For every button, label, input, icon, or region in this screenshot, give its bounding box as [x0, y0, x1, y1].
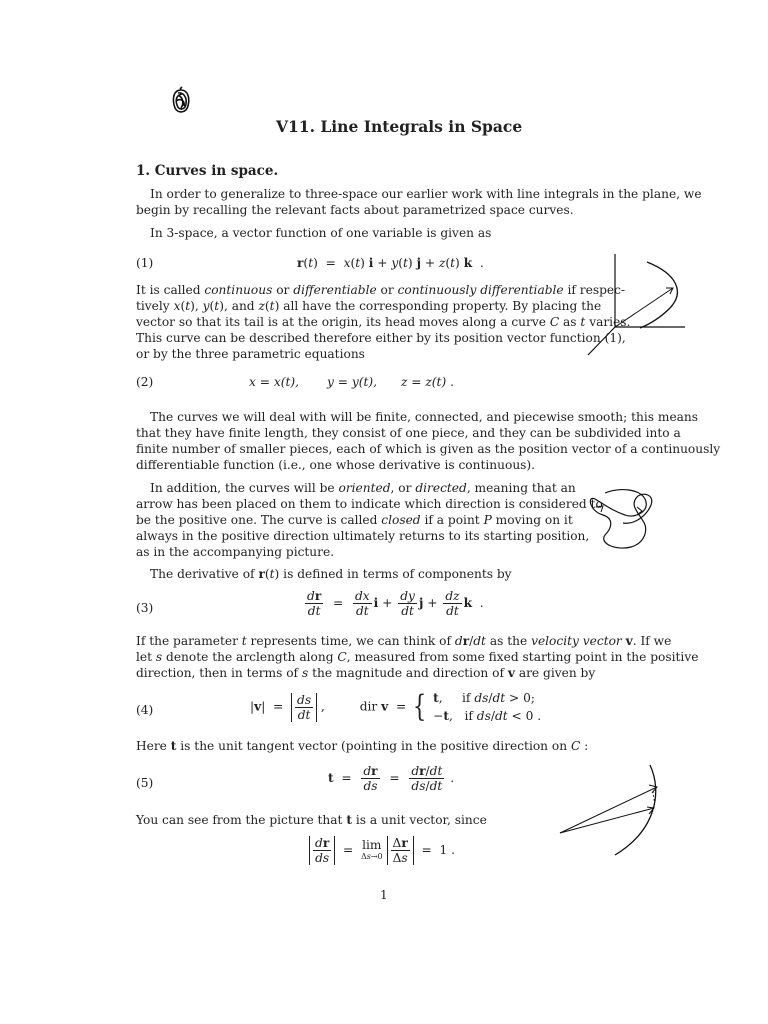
page-title: V11. Line Integrals in Space	[276, 117, 523, 136]
equation-5-label: (5)	[136, 776, 154, 790]
paragraph-4: The curves we will deal with will be finite, connected, and piecewise smooth; this means that they have finite length, they consist of one piece, and they can be subdivided into a finite number of smaller pieces, each of which is given as the position vector of a continuously differentiable function (i.e., one whose derivative is continuous).	[136, 410, 721, 472]
equation-2-z: z = z(t) .	[401, 375, 454, 389]
paragraph-3: It is called continuous or differentiable or continuously differentiable if respec- tively x(t), y(t), and z(t) all have the corresponding property. By placing the vector so that its tail is at the origin, its head moves along a curve C as t varies. This curve can be described therefore either by its position vector function (1), or by the three parametric equations	[136, 283, 631, 361]
paragraph-1: In order to generalize to three-space our earlier work with line integrals in the plane, we begin by recalling the relevant facts about parametrized space curves.	[136, 187, 702, 217]
equation-4: |v| = $\frac{ds}{dt}$ , dir v = { t, if ds/dt > 0; −t, if ds/dt < 0 .	[250, 689, 542, 724]
equation-3: $\frac{dr}{dt}$ = $\frac{dx}{dt}$ i + $\frac{dy}{dt}$ j + $\frac{dz}{dt}$ k .	[307, 589, 484, 618]
equation-1: r(t) = x(t) i + y(t) j + z(t) k .	[297, 256, 484, 270]
tangent-vector-figure	[555, 763, 665, 863]
paragraph-5: In addition, the curves will be oriented, or directed, meaning that an arrow has been placed on them to indicate which direction is considered to be the positive one. The curve is called closed if a point P moving on it always in the positive direction ultimately returns to its starting position, as in the accompanying picture.	[136, 481, 603, 559]
equation-5: t = $\frac{dr}{ds}$ = $\frac{dr/dt}{ds/dt}$ .	[328, 764, 455, 793]
paragraph-2: In 3-space, a vector function of one variable is given as	[150, 226, 492, 240]
equation-2-label: (2)	[136, 375, 154, 389]
equation-2-y: y = y(t),	[327, 375, 378, 389]
paragraph-9: You can see from the picture that t is a unit vector, since	[136, 813, 487, 827]
paragraph-8: Here t is the unit tangent vector (pointing in the positive direction on C :	[136, 739, 589, 753]
paragraph-6: The derivative of r(t) is defined in terms of components by	[150, 567, 512, 581]
page-number: 1	[380, 888, 388, 902]
paragraph-7: If the parameter t represents time, we can think of dr/dt as the velocity vector v. If we let s denote the arclength along C, measured from some fixed starting point in the positive direction, then in terms of s the magnitude and direction of v are given by	[136, 634, 699, 680]
equation-3-label: (3)	[136, 601, 154, 615]
equation-unit-tangent-limit: $\frac{dr}{ds}$ = lim Δs→0 $\frac{\Delta r}{\Delta s}$ = 1 .	[309, 836, 455, 865]
equation-4-label: (4)	[136, 703, 154, 717]
equation-2-x: x = x(t),	[249, 375, 299, 389]
scribble-mark	[168, 86, 194, 116]
section-heading: 1. Curves in space.	[136, 163, 279, 179]
equation-1-label: (1)	[136, 256, 154, 270]
closed-curve-figure	[585, 485, 665, 555]
